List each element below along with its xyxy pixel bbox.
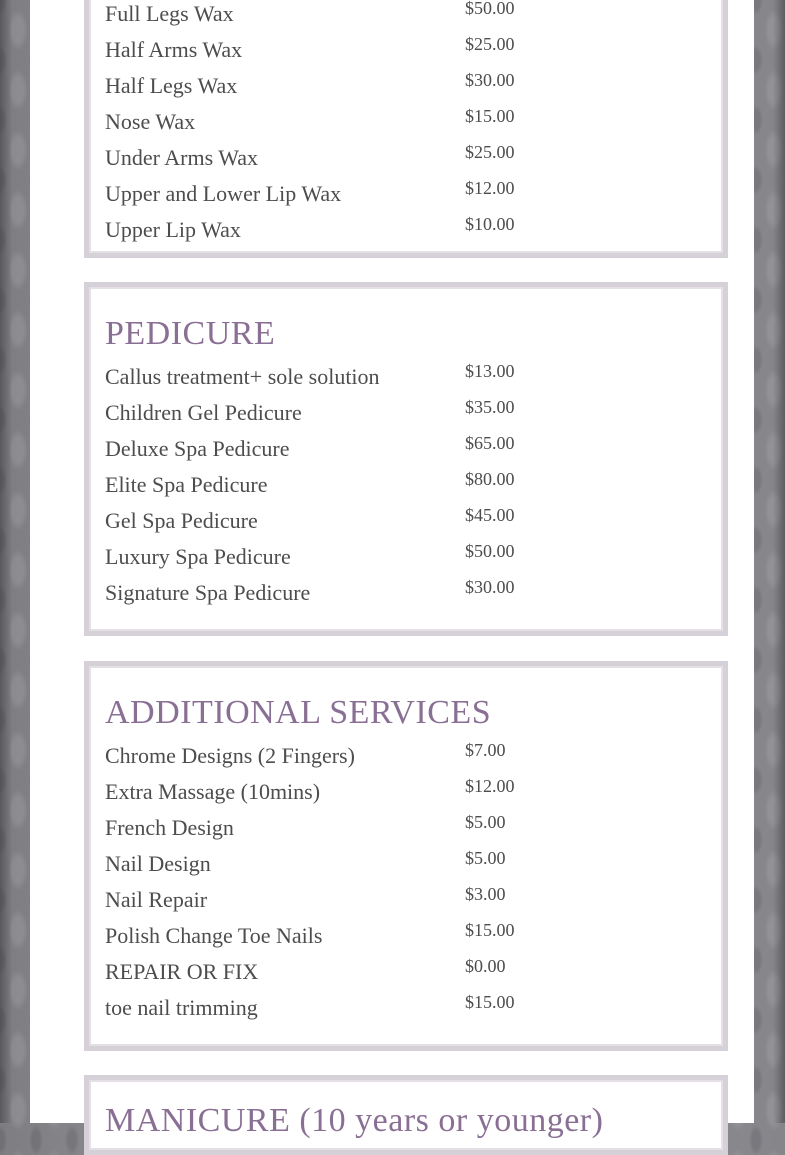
service-price: $3.00 — [465, 884, 506, 904]
service-row — [105, 1, 705, 37]
service-row — [105, 34, 705, 73]
service-name: Extra Massage (10mins) — [105, 779, 321, 804]
service-name: Children Gel Pedicure — [105, 400, 302, 425]
service-name: Under Arms Wax — [105, 145, 259, 170]
service-row — [105, 469, 705, 508]
background-shadow-left — [0, 0, 12, 1123]
service-price: $50.00 — [465, 0, 515, 18]
service-name: Gel Spa Pedicure — [105, 508, 258, 533]
service-price: $0.00 — [465, 956, 506, 976]
section-title: PEDICURE — [105, 315, 276, 352]
waxing-section — [84, 0, 728, 258]
service-row — [105, 920, 705, 959]
service-price: $7.00 — [465, 740, 506, 760]
service-price: $45.00 — [465, 505, 515, 525]
service-row — [105, 956, 705, 995]
service-price: $5.00 — [465, 848, 506, 868]
waxing-section-card — [89, 0, 723, 253]
service-name: Upper and Lower Lip Wax — [105, 181, 342, 206]
service-price: $15.00 — [465, 106, 515, 126]
service-price: $13.00 — [465, 361, 515, 381]
service-price: $15.00 — [465, 920, 515, 940]
service-price: $25.00 — [465, 142, 515, 162]
service-name: Full Legs Wax — [105, 1, 234, 26]
service-price: $10.00 — [465, 214, 515, 234]
service-name: Nail Repair — [105, 887, 208, 912]
service-row — [105, 361, 705, 400]
service-name: Half Arms Wax — [105, 37, 243, 62]
service-name: French Design — [105, 815, 234, 840]
service-price: $12.00 — [465, 178, 515, 198]
section-title: MANICURE (10 years or younger) — [105, 1102, 604, 1139]
service-price: $5.00 — [465, 812, 506, 832]
service-price: $25.00 — [465, 34, 515, 54]
service-price: $12.00 — [465, 776, 515, 796]
service-name: REPAIR OR FIX — [105, 959, 259, 984]
service-name: Polish Change Toe Nails — [105, 923, 323, 948]
service-price: $65.00 — [465, 433, 515, 453]
service-price: $50.00 — [465, 541, 515, 561]
service-name: Upper Lip Wax — [105, 217, 241, 242]
pedicure-section — [84, 282, 728, 636]
pedicure-section-card — [89, 287, 723, 631]
service-row — [105, 505, 705, 544]
service-price: $30.00 — [465, 577, 515, 597]
manicure-section — [84, 1075, 728, 1155]
service-row — [105, 776, 705, 815]
section-title: ADDITIONAL SERVICES — [105, 694, 492, 731]
service-row — [105, 541, 705, 580]
service-name: toe nail trimming — [105, 995, 258, 1020]
service-row — [105, 433, 705, 472]
service-name: Chrome Designs (2 Fingers) — [105, 743, 355, 768]
service-price: $30.00 — [465, 70, 515, 90]
service-price: $15.00 — [465, 992, 515, 1012]
service-row — [105, 812, 705, 851]
service-price: $80.00 — [465, 469, 515, 489]
service-name: Luxury Spa Pedicure — [105, 544, 291, 569]
service-row — [105, 70, 705, 109]
service-name: Nail Design — [105, 851, 211, 876]
page-content — [30, 0, 754, 1139]
service-name: Nose Wax — [105, 109, 196, 134]
additional-services-card — [89, 666, 723, 1046]
service-row — [105, 397, 705, 436]
service-row — [105, 577, 705, 616]
service-row — [105, 884, 705, 923]
additional-services-section — [84, 661, 728, 1051]
background-shadow-right — [773, 0, 785, 1123]
service-name: Half Legs Wax — [105, 73, 238, 98]
service-name: Callus treatment+ sole solution — [105, 364, 380, 389]
service-price: $35.00 — [465, 397, 515, 417]
service-row — [105, 106, 705, 145]
service-row — [105, 740, 705, 779]
service-row — [105, 214, 705, 253]
service-name: Deluxe Spa Pedicure — [105, 436, 290, 461]
manicure-section-card — [89, 1080, 723, 1150]
service-row — [105, 178, 705, 217]
service-name: Signature Spa Pedicure — [105, 580, 311, 605]
service-row — [105, 848, 705, 887]
service-row — [105, 142, 705, 181]
service-row — [105, 992, 705, 1031]
service-name: Elite Spa Pedicure — [105, 472, 268, 497]
